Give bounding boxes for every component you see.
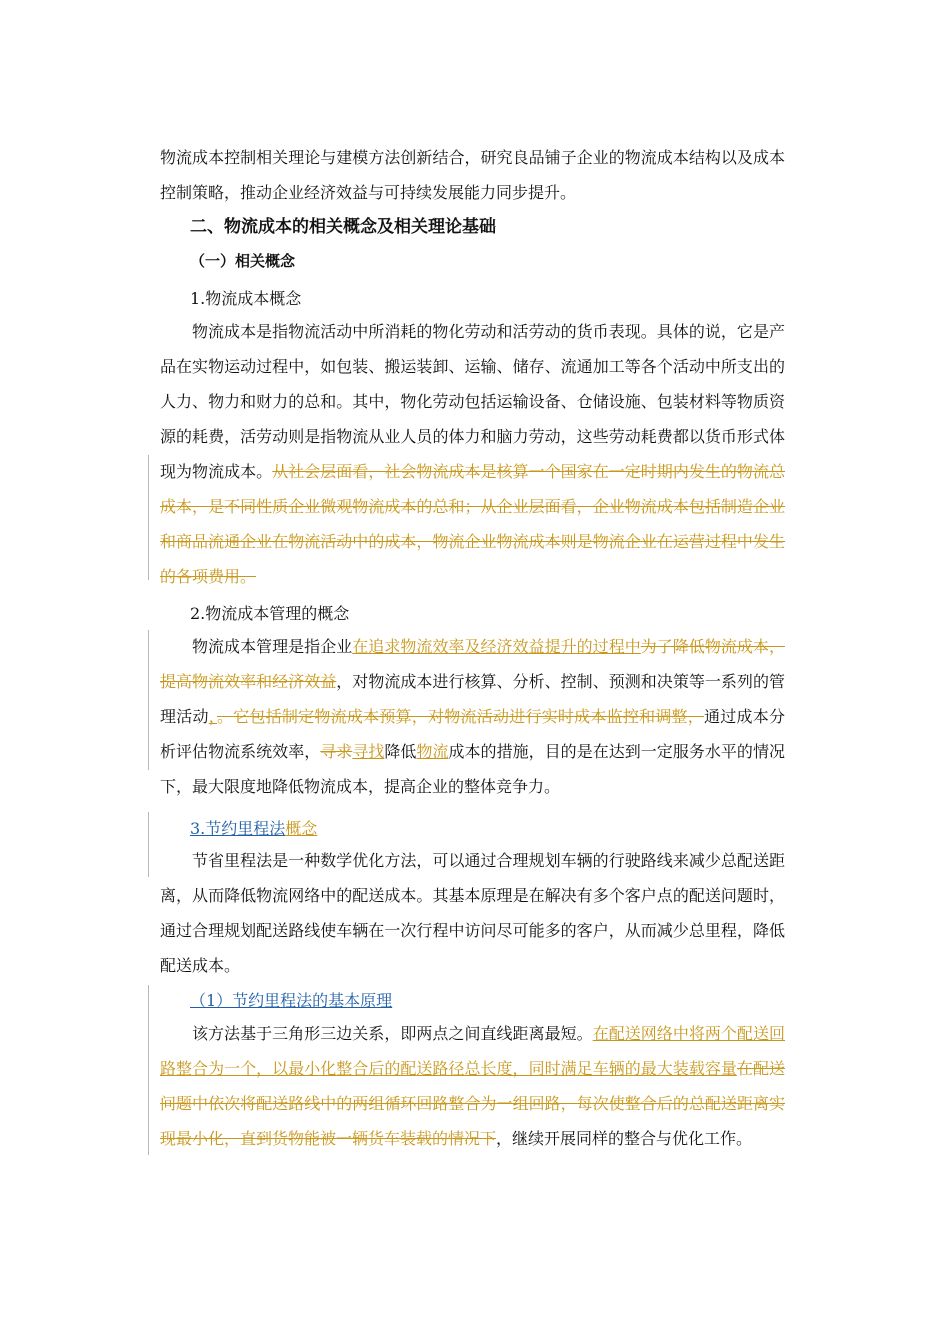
inserted-text: 在追求物流效率及经济效益提升的过程中 [352,637,641,656]
item3-1-title-text: （1）节约里程法的基本原理 [190,991,393,1010]
revision-bar [148,630,149,770]
item2-text-5: 成本的措施，目的是在达到一定服务水平的情况下，最大限度地降低物流成本，提高企业的整体竞争力。 [160,742,785,796]
inserted-text: 物流 [416,742,449,761]
item3-1-title [190,983,815,1018]
item2-text-1: 物流成本管理是指企业 [192,637,353,656]
revision-bar [148,985,149,1155]
inserted-text: 在配送网络中将两个配送回路整合为一个，以最小化整合后的配送路径总长度，同时满足车辆的最大装载容量 [160,1024,785,1078]
intro-paragraph: 物流成本控制相关理论与建模方法创新结合，研究良品铺子企业的物流成本结构以及成本控制策略，推动企业经济效益与可持续发展能力同步提升。 [160,148,785,202]
revision-bar [148,455,149,580]
item3-1-paragraph [160,1016,785,1156]
item1-body: 物流成本是指物流活动中所消耗的物化劳动和活劳动的货币表现。具体的说，它是产品在实物运动过程中，如包装、搬运装卸、运输、储存、流通加工等各个活动中所支出的人力、物力和财力的总和。其中，物化劳动包括运输设备、仓储设施、包装材料等物质资源的耗费，活劳动则是指物流从业人员的体力和脑力劳动，这些劳动耗费都以货币形式体现为物流成本。 [160,322,785,481]
inserted-text: 寻找 [352,742,385,761]
item3-title-main: 3.节约里程法 [190,819,286,838]
deleted-text: 从社会层面看，社会物流成本是核算一个国家在一定时期内发生的物流总成本，是不同性质企业微观物流成本的总和；从企业层面看，企业物流成本包括制造企业和商品流通企业在物流活动中的成本，物流企业物流成本则是物流企业在运营过程中发生的各项费用。 [160,462,785,586]
item3-paragraph: 节省里程法是一种数学优化方法，可以通过合理规划车辆的行驶路线来减少总配送距离，从而降低物流网络中的配送成本。其基本原理是在解决有多个客户点的配送问题时，通过合理规划配送路线使车辆在一次行程中访问尽可能多的客户，从而减少总里程，降低配送成本。 [160,851,785,975]
item3-title [190,811,815,846]
inserted-text: 概念 [285,819,318,838]
item1-paragraph [160,314,785,594]
deleted-text: 为了降低物流成本，提高物流效率和经济效益 [160,637,785,691]
item2-paragraph [160,629,785,804]
inserted-text: ， [208,707,217,726]
item2-title: 2.物流成本管理的概念 [190,604,350,623]
deleted-text: 寻求 [320,742,353,761]
item2-text-3: 通过成本分析评估物流系统效率， [160,707,785,761]
revision-bar [148,812,149,877]
item3-1-text-2: ，继续开展同样的整合与优化工作。 [496,1129,753,1148]
deleted-text: 。它包括制定物流成本预算，对物流活动进行实时成本监控和调整， [216,707,705,726]
section-heading: 二、物流成本的相关概念及相关理论基础 [190,217,496,237]
item1-title: 1.物流成本概念 [190,289,302,308]
item2-text-4: 降低 [384,742,417,761]
item3-1-text-1: 该方法基于三角形三边关系，即两点之间直线距离最短。 [192,1024,593,1043]
deleted-text: 在配送问题中依次将配送路线中的两组循环回路整合为一组回路，每次使整合后的总配送距离实现最小化，直到货物能被一辆货车装载的情况下 [160,1059,785,1148]
item2-text-2: ，对物流成本进行核算、分析、控制、预测和决策等一系列的管理活动 [160,672,785,726]
subsection-heading: （一）相关概念 [190,252,296,270]
